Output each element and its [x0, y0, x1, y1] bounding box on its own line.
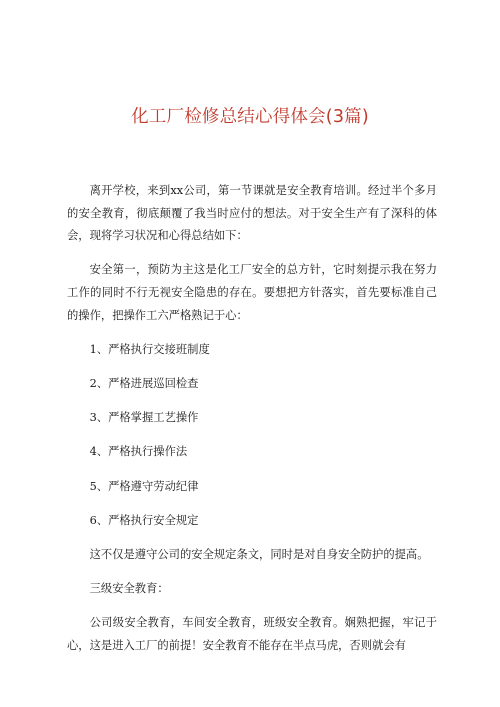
paragraph-intro: 离开学校，来到xx公司，第一节课就是安全教育培训。经过半个多月的安全教育，彻底颠覆了我当时应付的想法。对于安全生产有了深科的体会，现将学习状况和心得总结如下：: [67, 184, 437, 243]
paragraph-safety-first: 安全第一，预防为主这是化工厂安全的总方针，它时刻提示我在努力工作的同时不行无视安全隐患的存在。要想把方针落实，首先要标准自己的操作，把操作工六严格熟记于心：: [67, 263, 437, 322]
paragraph-three-level: 公司级安全教育，车间安全教育，班级安全教育。娴熟把握，牢记于心，这是进入工厂的前提！安全教育不能存在半点马虎，否则就会有: [67, 616, 437, 652]
list-item: 2、严格进展巡回检查: [89, 376, 199, 390]
document-title: 化工厂检修总结心得体会(3篇): [131, 107, 369, 127]
list-item: 4、严格执行操作法: [89, 445, 188, 459]
paragraph-after-list: 这不仅是遵守公司的安全规定条文，同时是对自身安全防护的提高。: [89, 547, 429, 561]
list-item: 1、严格执行交接班制度: [89, 342, 210, 356]
document-body: [67, 180, 437, 657]
list-item: 6、严格执行安全规定: [89, 513, 199, 527]
rules-list: [67, 339, 437, 533]
list-item: 5、严格遵守劳动纪律: [89, 479, 199, 493]
list-item: 3、严格掌握工艺操作: [89, 411, 199, 425]
section-heading: 三级安全教育：: [89, 582, 169, 596]
